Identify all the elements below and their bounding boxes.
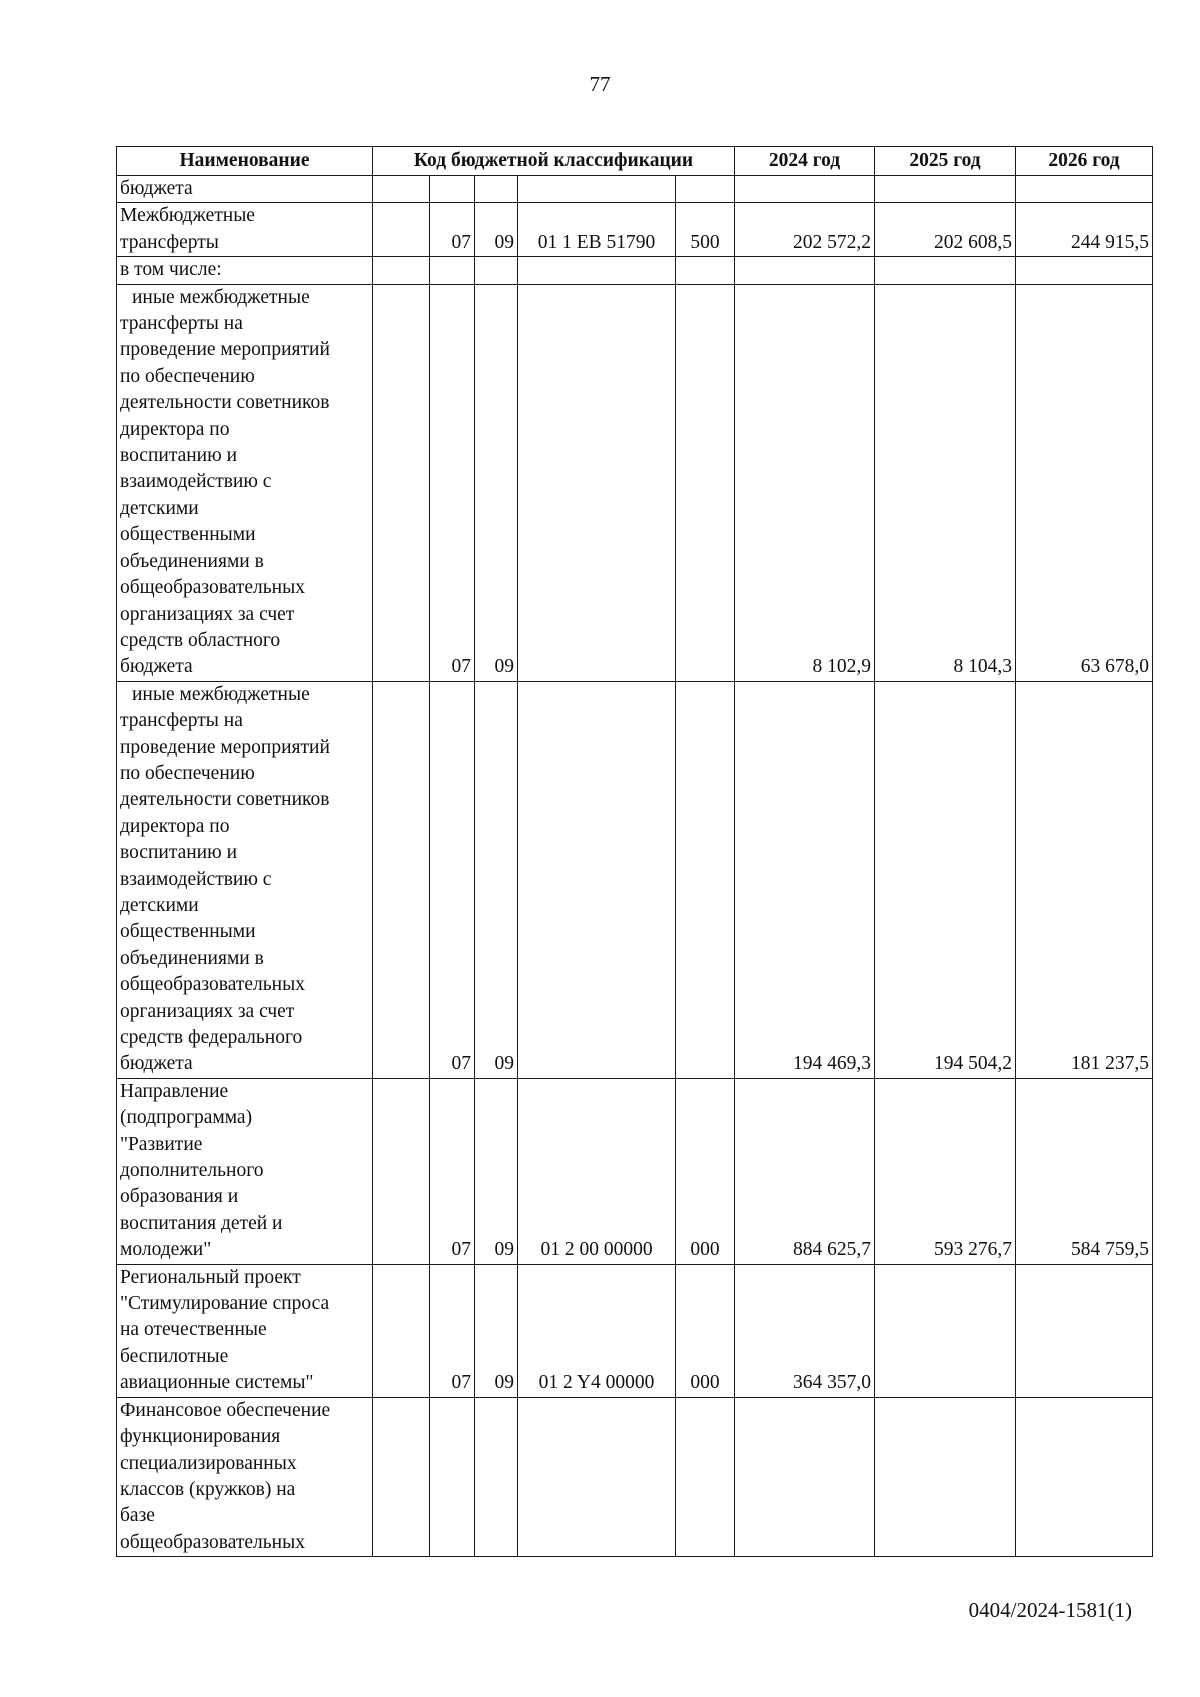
- code-subsection: 09: [475, 681, 518, 1078]
- code-target-article: [518, 284, 676, 681]
- row-name-line: воспитанию и: [120, 842, 237, 864]
- row-name-line: образования и: [120, 1186, 239, 1208]
- code-subsection: 09: [475, 1078, 518, 1264]
- row-name-line: деятельности советников: [120, 392, 330, 414]
- code-section: [430, 257, 475, 284]
- row-name-line: по обеспечению: [120, 762, 255, 784]
- table-row: [117, 257, 1153, 284]
- row-name-line: бюджета: [120, 1053, 193, 1075]
- value-2025: 8 104,3: [875, 284, 1016, 681]
- value-2025: 593 276,7: [875, 1078, 1016, 1264]
- code-subsection: 09: [475, 1264, 518, 1397]
- row-name-line: иные межбюджетные: [132, 683, 310, 705]
- value-2024: 202 572,2: [735, 203, 875, 257]
- row-name-line: специализированных: [120, 1452, 297, 1474]
- code-section: [430, 1397, 475, 1556]
- code-section: [430, 176, 475, 203]
- value-2024: 8 102,9: [735, 284, 875, 681]
- value-2026: 63 678,0: [1016, 284, 1153, 681]
- row-name-line: "Стимулирование спроса: [120, 1293, 330, 1315]
- code-expense-type: [676, 1397, 735, 1556]
- row-name-line: классов (кружков) на: [120, 1478, 296, 1500]
- code-expense-type: [676, 257, 735, 284]
- row-name-line: воспитанию и: [120, 445, 237, 467]
- row-name-line: организациях за счет: [120, 603, 295, 625]
- header-2025: 2025 год: [875, 147, 1016, 176]
- code-target-article: [518, 1397, 676, 1556]
- row-name-line: общеобразовательных: [120, 1531, 305, 1553]
- row-name-line: объединениями в: [120, 947, 264, 969]
- row-name: [117, 257, 373, 284]
- table-body: [117, 176, 1153, 1557]
- value-2025: 194 504,2: [875, 681, 1016, 1078]
- value-2024: 884 625,7: [735, 1078, 875, 1264]
- row-name-line: трансферты на: [120, 710, 243, 732]
- value-2026: [1016, 1397, 1153, 1556]
- code-expense-type: [676, 176, 735, 203]
- header-code: Код бюджетной классификации: [373, 147, 735, 176]
- row-name-line: взаимодействию с: [120, 471, 272, 493]
- value-2025: [875, 1397, 1016, 1556]
- code-section: 07: [430, 1078, 475, 1264]
- row-name-line: дополнительного: [120, 1160, 264, 1182]
- code-subsection: 09: [475, 284, 518, 681]
- table-row: [117, 176, 1153, 203]
- value-2026: [1016, 257, 1153, 284]
- code-section: 07: [430, 284, 475, 681]
- row-name: [117, 284, 373, 681]
- code-part-1: [373, 284, 430, 681]
- row-name-line: базе: [120, 1505, 155, 1527]
- code-part-1: [373, 203, 430, 257]
- row-name-line: директора по: [120, 418, 230, 440]
- row-name: [117, 681, 373, 1078]
- code-target-article: 01 1 EB 51790: [518, 203, 676, 257]
- table-row: [117, 1264, 1153, 1397]
- table-row: [117, 284, 1153, 681]
- table-header-row: [117, 147, 1153, 176]
- code-part-1: [373, 257, 430, 284]
- value-2024: 194 469,3: [735, 681, 875, 1078]
- row-name-line: трансферты на: [120, 313, 243, 335]
- code-expense-type: [676, 284, 735, 681]
- value-2026: 584 759,5: [1016, 1078, 1153, 1264]
- row-name-line: по обеспечению: [120, 365, 255, 387]
- header-name: Наименование: [117, 147, 373, 176]
- page-number: 77: [589, 72, 611, 96]
- code-expense-type: 000: [676, 1264, 735, 1397]
- row-name-line: детскими: [120, 497, 199, 519]
- row-name-line: общеобразовательных: [120, 577, 305, 599]
- code-expense-type: [676, 681, 735, 1078]
- row-name-line: Региональный проект: [120, 1266, 301, 1288]
- code-target-article: [518, 681, 676, 1078]
- row-name: [117, 203, 373, 257]
- row-name: [117, 1078, 373, 1264]
- row-name-line: бюджета: [120, 178, 193, 199]
- code-section: 07: [430, 1264, 475, 1397]
- row-name-line: молодежи": [120, 1239, 212, 1261]
- value-2026: 244 915,5: [1016, 203, 1153, 257]
- row-name-line: директора по: [120, 815, 230, 837]
- row-name-line: средств областного: [120, 629, 281, 651]
- row-name-line: общественными: [120, 921, 256, 943]
- value-2024: [735, 1397, 875, 1556]
- row-name-line: Направление: [120, 1080, 229, 1102]
- row-name: [117, 1264, 373, 1397]
- row-name-line: бюджета: [120, 656, 193, 678]
- value-2025: 202 608,5: [875, 203, 1016, 257]
- value-2024: [735, 176, 875, 203]
- code-target-article: 01 2 00 00000: [518, 1078, 676, 1264]
- row-name-line: "Развитие: [120, 1133, 203, 1155]
- row-name-line: беспилотные: [120, 1345, 229, 1367]
- row-name-line: общеобразовательных: [120, 974, 305, 996]
- code-expense-type: 000: [676, 1078, 735, 1264]
- value-2025: [875, 176, 1016, 203]
- budget-table: [116, 146, 1153, 1557]
- code-subsection: [475, 176, 518, 203]
- row-name-line: проведение мероприятий: [120, 736, 330, 758]
- value-2024: 364 357,0: [735, 1264, 875, 1397]
- row-name-line: в том числе:: [120, 259, 222, 281]
- row-name-line: проведение мероприятий: [120, 339, 330, 361]
- row-name: [117, 176, 373, 203]
- header-2024: 2024 год: [735, 147, 875, 176]
- row-name-line: (подпрограмма): [120, 1107, 253, 1129]
- header-2026: 2026 год: [1016, 147, 1153, 176]
- value-2026: [1016, 1264, 1153, 1397]
- row-name-line: воспитания детей и: [120, 1212, 283, 1234]
- value-2026: [1016, 176, 1153, 203]
- row-name-line: функционирования: [120, 1426, 281, 1448]
- value-2024: [735, 257, 875, 284]
- code-part-1: [373, 1397, 430, 1556]
- row-name-line: объединениями в: [120, 550, 264, 572]
- row-name: [117, 1397, 373, 1556]
- code-section: 07: [430, 681, 475, 1078]
- row-name-line: детскими: [120, 894, 199, 916]
- value-2025: [875, 257, 1016, 284]
- code-part-1: [373, 1078, 430, 1264]
- table-row: [117, 1397, 1153, 1556]
- code-target-article: 01 2 Y4 00000: [518, 1264, 676, 1397]
- table-row: [117, 681, 1153, 1078]
- row-name-line: деятельности советников: [120, 789, 330, 811]
- code-subsection: [475, 257, 518, 284]
- value-2026: 181 237,5: [1016, 681, 1153, 1078]
- value-2025: [875, 1264, 1016, 1397]
- code-target-article: [518, 257, 676, 284]
- code-subsection: [475, 1397, 518, 1556]
- row-name-line: на отечественные: [120, 1319, 267, 1341]
- code-target-article: [518, 176, 676, 203]
- code-section: 07: [430, 203, 475, 257]
- row-name-line: организациях за счет: [120, 1000, 295, 1022]
- code-subsection: 09: [475, 203, 518, 257]
- row-name-line: иные межбюджетные: [132, 286, 310, 308]
- row-name-line: авиационные системы": [120, 1372, 314, 1394]
- document-code: 0404/2024-1581(1): [968, 1598, 1132, 1622]
- code-expense-type: 500: [676, 203, 735, 257]
- table-row: [117, 1078, 1153, 1264]
- row-name-line: средств федерального: [120, 1027, 303, 1048]
- code-part-1: [373, 1264, 430, 1397]
- code-part-1: [373, 176, 430, 203]
- row-name-line: трансферты: [120, 231, 219, 253]
- row-name-line: общественными: [120, 524, 256, 546]
- row-name-line: Межбюджетные: [120, 205, 255, 227]
- row-name-line: взаимодействию с: [120, 868, 272, 890]
- code-part-1: [373, 681, 430, 1078]
- row-name-line: Финансовое обеспечение: [120, 1399, 331, 1421]
- table-row: [117, 203, 1153, 257]
